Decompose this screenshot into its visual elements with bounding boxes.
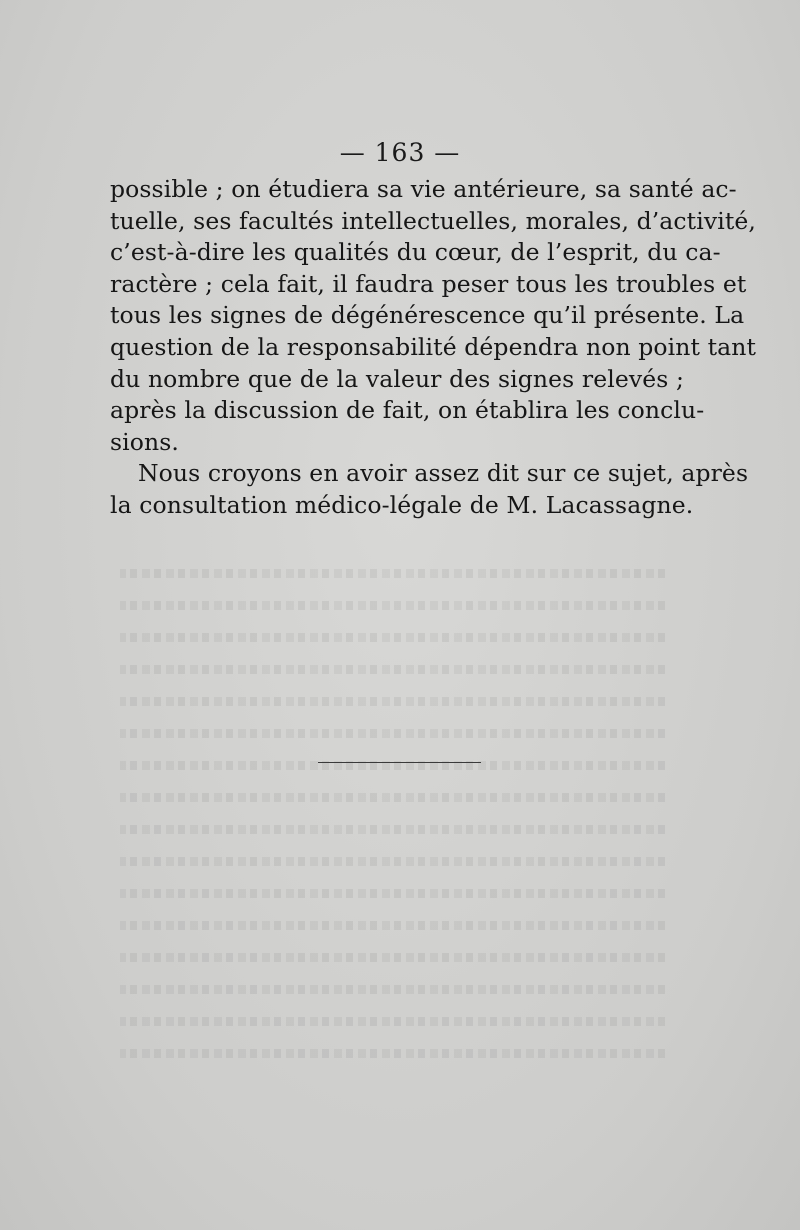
text-line: Nous croyons en avoir assez dit sur ce sujet, après: [138, 459, 749, 488]
text-line: tous les signes de dégénérescence qu’il présente. La: [110, 301, 745, 330]
paragraph-2: [110, 458, 749, 521]
text-line: après la discussion de fait, on établira les conclu-: [110, 396, 705, 425]
text-line: du nombre que de la valeur des signes relevés ;: [110, 364, 684, 393]
text-line: c’est-à-dire les qualités du cœur, de l’esprit, du ca-: [110, 238, 721, 267]
text-line: tuelle, ses facultés intellectuelles, morales, d’activité,: [110, 206, 756, 235]
bleed-through-texture: [120, 555, 665, 1067]
body-text: [110, 174, 757, 522]
text-line: ractère ; cela fait, il faudra peser tous les troubles et: [110, 269, 747, 298]
text-line: possible ; on étudiera sa vie antérieure, sa santé ac-: [110, 175, 737, 203]
text-line: sions.: [110, 427, 179, 456]
text-line: question de la responsabilité dépendra non point tant: [110, 332, 757, 361]
page-number: — 163 —: [339, 138, 461, 167]
section-separator: [318, 762, 481, 763]
text-line: la consultation médico-légale de M. Lacassagne.: [110, 490, 694, 519]
paragraph-1: [110, 174, 757, 458]
